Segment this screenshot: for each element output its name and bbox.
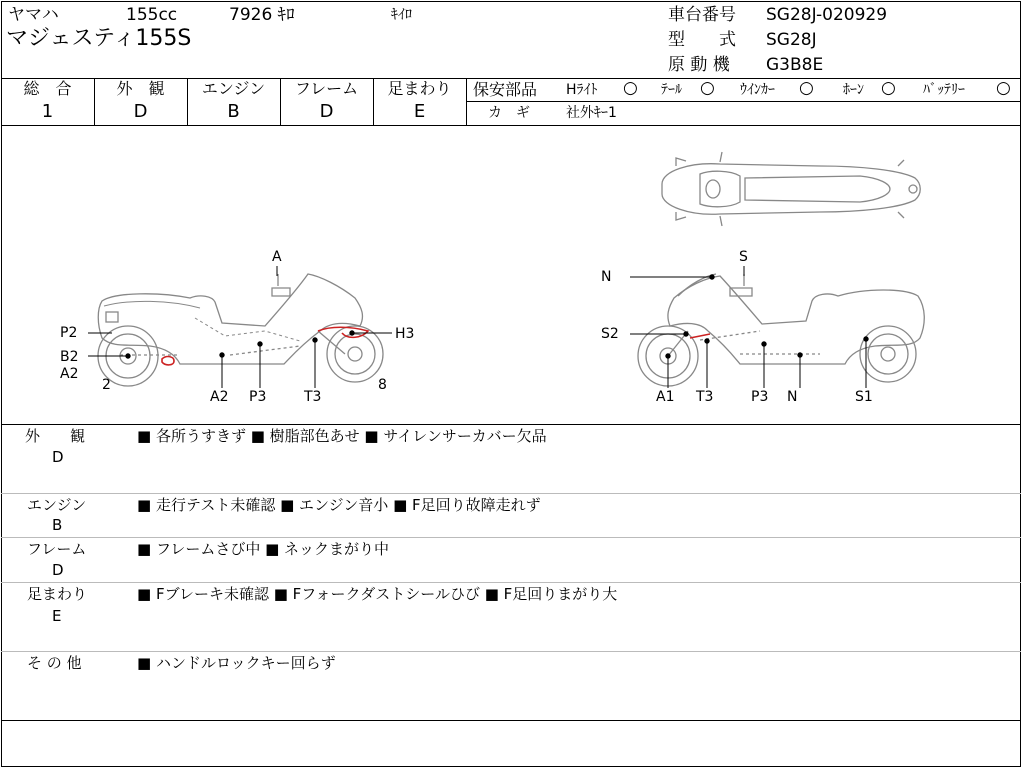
engine-model: G3B8E: [766, 55, 824, 75]
callout-t3-right: T3: [696, 389, 714, 405]
callout-8: 8: [378, 377, 387, 393]
note-text: ■ 走行テスト未確認 ■ エンジン音小 ■ F足回り故障走れず: [137, 496, 541, 514]
type-label: 型 式: [668, 30, 736, 50]
safety-tail-mark: ○: [700, 78, 715, 98]
grade-overall-value: 1: [41, 101, 54, 122]
mileage-unit: ｷｲﾛ: [391, 7, 412, 23]
safety-parts-label: 保安部品: [473, 80, 538, 99]
callout-t3: T3: [304, 389, 322, 405]
frame-number: SG28J-020929: [766, 5, 888, 25]
note-grade: B: [52, 516, 63, 534]
callout-p3-right: P3: [751, 389, 769, 405]
callout-b2: B2: [60, 349, 79, 365]
key-label: カ ギ: [488, 105, 530, 121]
scooter-left-view: [98, 274, 383, 386]
callout-n-top: N: [601, 269, 612, 285]
safety-tail-label: ﾃｰﾙ: [661, 82, 682, 98]
mileage: 7926 ｷﾛ: [229, 5, 295, 25]
note-grade: E: [52, 607, 62, 625]
damage-mark-s2: [690, 334, 710, 338]
callout-s-top: S: [739, 249, 748, 265]
grade-engine-label: エンジン: [201, 79, 266, 98]
safety-winker-mark: ○: [799, 78, 814, 98]
maker-name: ヤマハ: [8, 5, 59, 25]
callout-p2: P2: [60, 325, 78, 341]
model-name: マジェスティ155S: [6, 26, 192, 51]
damage-marks: [162, 327, 710, 365]
damage-diagram: [0, 126, 1024, 424]
safety-headlight-mark: ○: [623, 78, 638, 98]
note-divider: [1, 493, 1021, 494]
note-label: 外 観: [25, 427, 86, 445]
callout-a2-left: A2: [60, 366, 79, 382]
safety-battery-label: ﾊﾞｯﾃﾘｰ: [923, 82, 965, 98]
note-label: エンジン: [27, 496, 87, 514]
callout-n-bottom: N: [787, 389, 798, 405]
safety-horn-mark: ○: [881, 78, 896, 98]
callout-h3: H3: [395, 326, 415, 342]
grade-frame-label: フレーム: [294, 79, 359, 98]
note-text: ■ ハンドルロックキー回らず: [137, 654, 336, 672]
frame-number-label: 車台番号: [668, 5, 736, 25]
grade-col-divider: [466, 78, 467, 125]
scooter-right-view: [638, 274, 924, 386]
key-value: 社外ｷｰ1: [566, 105, 617, 121]
callout-a2: A2: [210, 389, 229, 405]
callout-lines: [88, 266, 868, 388]
note-text: ■ 各所うすきず ■ 樹脂部色あせ ■ サイレンサーカバー欠品: [137, 427, 547, 445]
damage-mark-b2: [162, 357, 174, 365]
callout-s2: S2: [601, 326, 619, 342]
grade-overall-label: 総 合: [23, 79, 72, 98]
safety-headlight-label: Hﾗｲﾄ: [566, 82, 598, 98]
grade-engine-value: B: [227, 101, 240, 122]
note-label: そ の 他: [27, 654, 82, 672]
grade-frame-value: D: [319, 101, 334, 122]
note-text: ■ Fブレーキ未確認 ■ Fフォークダストシールひび ■ F足回りまがり大: [137, 585, 618, 603]
callout-s1: S1: [855, 389, 873, 405]
note-grade: D: [52, 561, 64, 579]
grade-exterior-label: 外 観: [116, 79, 165, 98]
note-divider: [1, 582, 1021, 583]
safety-winker-label: ｳｲﾝｶｰ: [740, 82, 775, 98]
scooter-top-view: [662, 152, 920, 226]
divider-diagram: [1, 424, 1021, 425]
note-label: 足まわり: [27, 585, 88, 603]
displacement: 155cc: [126, 5, 178, 25]
safety-horn-label: ﾎｰﾝ: [843, 82, 864, 98]
type-value: SG28J: [766, 30, 817, 50]
grade-exterior-value: D: [133, 101, 148, 122]
callout-a-top: A: [272, 249, 282, 265]
safety-battery-mark: ○: [996, 78, 1011, 98]
note-divider: [1, 537, 1021, 538]
callout-p3: P3: [249, 389, 267, 405]
note-text: ■ フレームさび中 ■ ネックまがり中: [137, 540, 390, 558]
note-divider: [1, 651, 1021, 652]
grade-suspension-label: 足まわり: [387, 79, 452, 98]
divider-notes-bottom: [1, 720, 1021, 721]
callout-2: 2: [102, 377, 111, 393]
callout-a1: A1: [656, 389, 675, 405]
grade-suspension-value: E: [413, 101, 426, 122]
engine-model-label: 原 動 機: [668, 55, 730, 75]
divider-safety: [467, 101, 1021, 102]
note-label: フレーム: [27, 540, 87, 558]
note-grade: D: [52, 448, 64, 466]
